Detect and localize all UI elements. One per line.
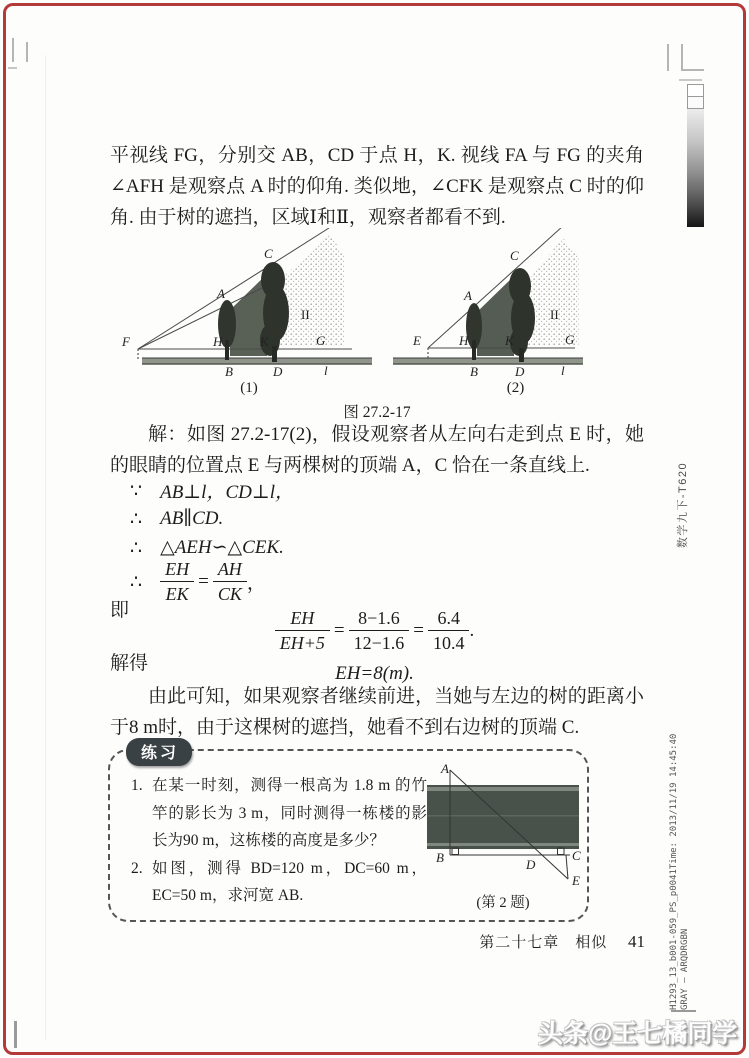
- point-label-A: A: [464, 288, 472, 303]
- ground-band: [393, 358, 583, 364]
- point-label-K: K: [505, 333, 514, 348]
- figure-1-trees-diagram: [120, 228, 378, 380]
- practice-badge: 练习: [126, 738, 192, 766]
- problem-item-1: [131, 772, 427, 855]
- math-step-text: △AEH∽△CEK.: [160, 537, 284, 558]
- equals-sign: =: [198, 570, 209, 592]
- page-number: 41: [628, 932, 645, 951]
- solution-paragraph-1: 解：如图 27.2-17(2)，假设观察者从左向右走到点 E 时，她的眼睛的位置点 E 与两棵树的顶端 A，C 恰在一条直线上.: [110, 424, 644, 476]
- segment-CE: [566, 855, 568, 879]
- intro-paragraph: 平视线 FG，分别交 AB，CD 于点 H，K. 视线 FA 与 FG 的夹角∠AFH 是观察点 A 时的仰角. 类似地，∠CFK 是观察点 C 时的仰角. 由于树的遮挡，区域Ⅰ和Ⅱ，观察者都看不到.: [110, 145, 644, 228]
- math-step-2: [130, 507, 223, 530]
- figure-caption: 图 27.2-17: [343, 404, 411, 421]
- subfigure-2-caption: (2): [506, 380, 525, 396]
- fraction: $\frac{6.4}{10.4}$: [428, 607, 470, 654]
- registration-mark: [681, 69, 704, 71]
- calibration-gradient: [687, 109, 704, 227]
- equals-sign: =: [333, 619, 345, 641]
- math-step-1: [130, 477, 294, 504]
- therefore-symbol: ∴: [130, 536, 143, 559]
- print-info-line-1: H1293_13_b001-059_PS_p0041Time: 2013/11/19 14:45:40: [669, 733, 679, 1010]
- print-info-vertical: [669, 680, 691, 1010]
- point-label-E: E: [572, 873, 580, 888]
- ground-band: [142, 358, 372, 364]
- line-label-l: l: [561, 363, 565, 378]
- line-label-l: l: [324, 363, 328, 378]
- registration-mark: [14, 1021, 17, 1048]
- region-2-label: II: [550, 307, 559, 322]
- point-label-G: G: [316, 333, 326, 348]
- hidden-region-2-area: [280, 234, 344, 346]
- registration-mark: [671, 1010, 696, 1012]
- main-equation: [0, 607, 749, 654]
- hidden-region-2-area: [527, 238, 579, 345]
- problem-number: 1.: [131, 777, 143, 794]
- point-label-A: A: [441, 761, 449, 776]
- registration-mark: [26, 42, 28, 62]
- print-info-line-2: GRAY — ARQDRGBN: [680, 928, 690, 1010]
- connector-ji: 即: [110, 600, 130, 621]
- fraction: $\frac{AH}{CK}$: [213, 558, 247, 605]
- river-width-diagram: [413, 760, 593, 888]
- fraction: $\frac{EH}{EH+5}$: [275, 607, 330, 654]
- point-label-C: C: [510, 248, 519, 263]
- punctuation: .: [469, 619, 475, 641]
- point-label-B: B: [436, 850, 444, 865]
- grayscale-calibration-strip: [687, 84, 704, 227]
- figure-2-trees-diagram: [393, 228, 638, 380]
- point-label-G: G: [565, 332, 575, 347]
- registration-mark: [667, 44, 669, 71]
- chapter-title: 第二十七章 相似: [479, 935, 608, 951]
- registration-mark: [681, 44, 683, 71]
- because-symbol: ∵: [130, 479, 143, 502]
- point-label-D: D: [273, 364, 283, 379]
- calibration-cell: [687, 84, 704, 97]
- point-label-H: H: [459, 333, 469, 348]
- registration-mark: [8, 67, 17, 69]
- registration-mark: [679, 79, 702, 81]
- fraction: $\frac{8-1.6}{12-1.6}$: [349, 607, 410, 654]
- point-label-B: B: [470, 364, 478, 379]
- problem-2-diagram-caption: (第 2 题): [476, 895, 530, 911]
- practice-problems: [131, 772, 427, 910]
- point-label-F: F: [122, 334, 130, 349]
- connector-jiede: 解得: [110, 653, 149, 674]
- registration-mark: [12, 38, 14, 62]
- math-step-text: AB∥CD.: [160, 508, 224, 529]
- math-step-3: [130, 536, 284, 559]
- problem-text: 如图，测得 BD=120 m，DC=60 m，EC=50 m，求河宽 AB.: [152, 859, 427, 904]
- punctuation: ，: [246, 573, 266, 594]
- point-label-D: D: [515, 364, 525, 379]
- point-label-B: B: [225, 364, 233, 379]
- subfigure-1-caption: (1): [240, 380, 258, 396]
- point-label-K: K: [260, 334, 269, 349]
- book-code-vertical: 数学九下-T620: [677, 461, 689, 549]
- watermark-text: 头条@王七橘同学: [538, 1020, 738, 1048]
- fraction: $\frac{EH}{EK}$: [160, 558, 194, 605]
- result-equation: EH=8(m).: [335, 663, 414, 684]
- point-label-H: H: [213, 334, 223, 349]
- problem-text: 在某一时刻，测得一根高为 1.8 m 的竹竿的影长为 3 m，同时测得一栋楼的影长为90 m，这栋楼的高度是多少？: [152, 777, 427, 849]
- equals-sign: =: [413, 619, 424, 641]
- calibration-cell: [687, 97, 704, 109]
- therefore-symbol: ∴: [130, 507, 143, 530]
- point-label-A: A: [217, 286, 225, 301]
- page-footer: [300, 931, 645, 952]
- problem-item-2: [131, 855, 427, 910]
- point-label-E: E: [413, 333, 421, 348]
- math-step-text: AB⊥l，CD⊥l，: [160, 482, 294, 503]
- solution-paragraph-2: 由此可知，如果观察者继续前进，当她与左边的树的距离小于8 m时，由于这棵树的遮挡，她看不到右边树的顶端 C.: [110, 686, 644, 738]
- point-label-C: C: [572, 848, 581, 863]
- problem-number: 2.: [131, 859, 143, 877]
- point-label-C: C: [264, 246, 273, 261]
- therefore-symbol: ∴: [130, 570, 143, 593]
- region-2-label: II: [301, 307, 310, 322]
- point-label-D: D: [526, 857, 536, 872]
